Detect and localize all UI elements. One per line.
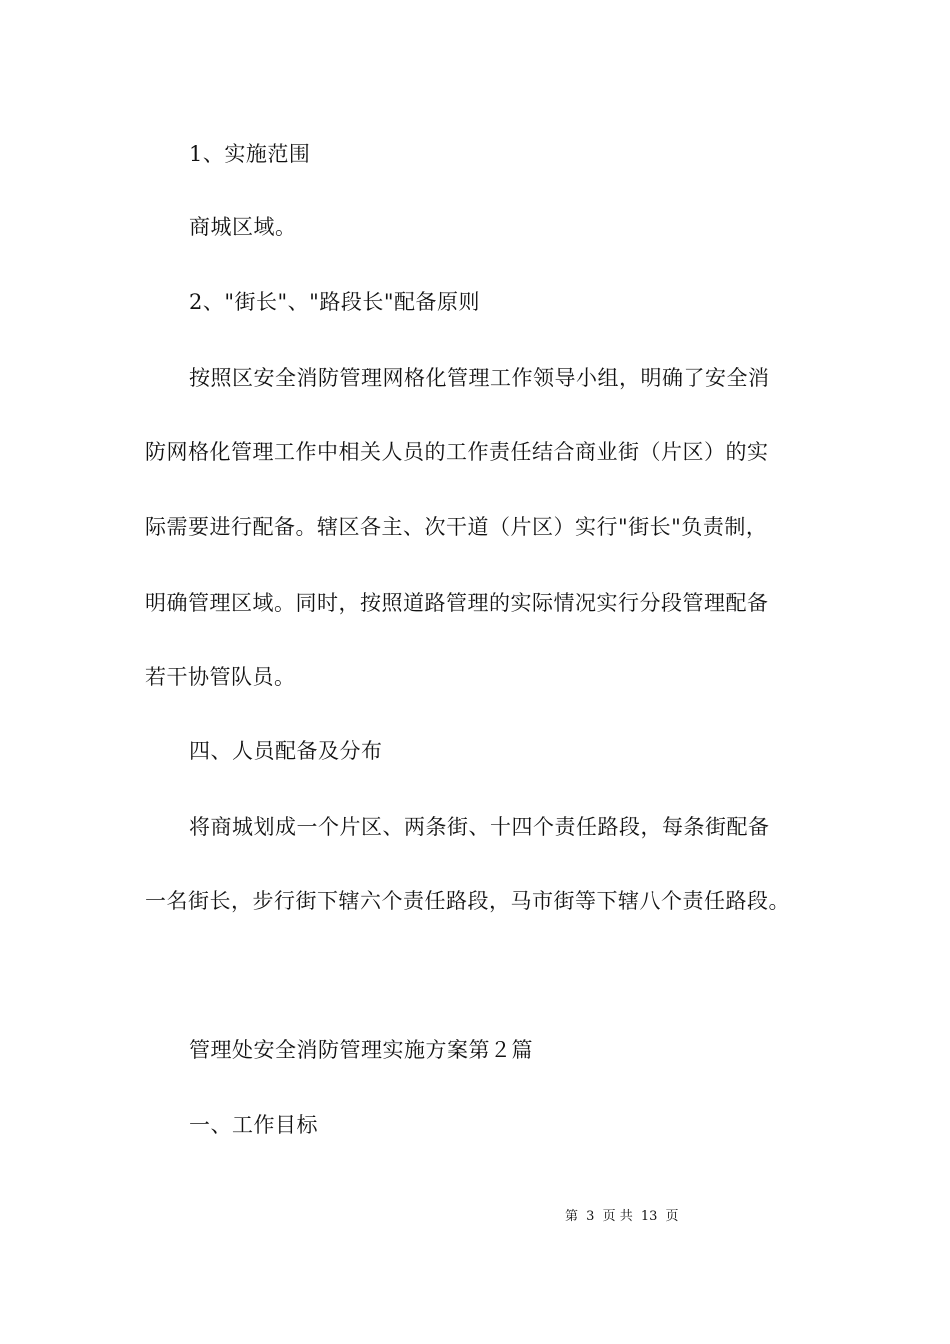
page-number-footer <box>565 1208 683 1226</box>
footer-prefix: 第 <box>565 1209 579 1224</box>
paragraph-line: 按照区安全消防管理网格化管理工作领导小组，明确了安全消 <box>189 366 770 390</box>
footer-middle: 页 共 <box>602 1209 633 1224</box>
paragraph-line: 明确管理区域。同时，按照道路管理的实际情况实行分段管理配备 <box>145 591 769 615</box>
heading-work-goal: 一、工作目标 <box>189 1113 318 1137</box>
footer-total-pages: 13 <box>640 1209 658 1224</box>
paragraph-line: 商城区域。 <box>189 215 297 239</box>
paragraph-line: 一名街长，步行街下辖六个责任路段，马市街等下辖八个责任路段。 <box>145 889 790 913</box>
footer-suffix: 页 <box>665 1209 679 1224</box>
paragraph-line: 际需要进行配备。辖区各主、次干道（片区）实行"街长"负责制， <box>145 515 768 539</box>
heading-staffing-principle: 2、"街长"、"路段长"配备原则 <box>189 290 480 314</box>
paragraph-line: 将商城划成一个片区、两条街、十四个责任路段，每条街配备 <box>189 815 770 839</box>
paragraph-line: 防网格化管理工作中相关人员的工作责任结合商业街（片区）的实 <box>145 440 769 464</box>
heading-implementation-scope: 1、实施范围 <box>189 142 311 166</box>
article-title: 管理处安全消防管理实施方案第２篇 <box>189 1038 533 1062</box>
paragraph-line: 若干协管队员。 <box>145 665 296 689</box>
heading-staffing-distribution: 四、人员配备及分布 <box>189 739 383 763</box>
footer-current-page: 3 <box>586 1209 595 1224</box>
